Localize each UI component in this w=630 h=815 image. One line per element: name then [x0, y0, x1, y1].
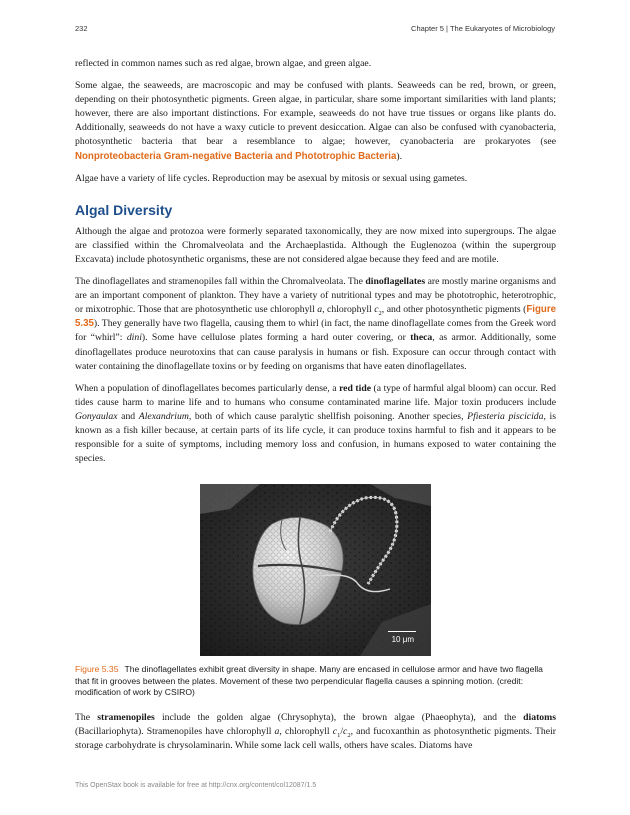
text-span: include the golden algae (Chrysophyta), the brown algae (Phaeophyta), and the: [154, 711, 524, 723]
italic-dini: dini: [126, 332, 142, 344]
term-dinoflagellates: dinoflagellates: [365, 276, 426, 288]
figure-caption: [75, 664, 556, 699]
species-pfiesteria: Pfiesteria piscicida: [467, 410, 544, 422]
subscript: 2: [378, 310, 382, 318]
text-span: Some algae, the seaweeds, are macroscopic and may be confused with plants. Seaweeds can be red, brown, or green, depending on their photosynthetic pigments. Green algae, in particular, share some important similarities with land plants; however, there are also important distinctions. For example, seaweeds do not have true tissues or organs like plants do. Additionally, seaweeds do not have a waxy cuticle to prevent desiccation. Algae can also be confused with cyanobacteria, photosynthetic bacteria that bear a resemblance to algae; however, cyanobacteria are prokaryotes (see: [75, 80, 556, 148]
subscript: 2: [347, 731, 351, 739]
chapter-title: Chapter 5 | The Eukaryotes of Microbiology: [411, 24, 555, 33]
section-heading-algal-diversity: Algal Diversity: [75, 201, 173, 218]
italic-c: c: [374, 304, 379, 316]
text-span: and: [117, 410, 139, 422]
text-span: /: [340, 725, 344, 737]
text-span: ). Some have cellulose plates forming a hard outer covering, or: [141, 332, 411, 344]
italic-c: c: [343, 725, 348, 737]
term-theca: theca: [410, 332, 433, 344]
term-stramenopiles: stramenopiles: [97, 711, 155, 723]
page-number: 232: [75, 24, 88, 33]
page-content: [75, 57, 556, 761]
text-span: ). They generally have two flagella, causing them to whirl (in fact, the name dinoflagellate comes from the Greek word for “whirl”:: [75, 318, 556, 344]
text-span: When a population of dinoflagellates becomes particularly dense, a: [75, 382, 340, 394]
text-span: are mostly marine organisms and are an important component of plankton. They have a variety of nutritional types and may be phototrophic, heterotrophic, or mixotrophic. Those that are photosynthetic use chlorophyll: [75, 276, 556, 316]
text-span: , and other photosynthetic pigments (: [381, 304, 527, 316]
text-span: The dinoflagellates and stramenopiles fall within the Chromalveolata. The: [75, 276, 366, 288]
paragraph-life-cycles: Algae have a variety of life cycles. Reproduction may be asexual by mitosis or sexual using gametes.: [75, 172, 468, 184]
italic-a: a: [317, 304, 323, 316]
figure-number: Figure 5.35: [75, 664, 119, 675]
text-span: ).: [396, 150, 403, 162]
dinoflagellate-micrograph: [200, 484, 431, 656]
paragraph-red-tide: [75, 382, 556, 467]
caption-text: The dinoflagellates exhibit great diversity in shape. Many are encased in cellulose armor and have two flagella that fit in grooves between the plates. Movement of these two perpendicular flagella causes a spinning motion. (credit: modification of work by CSIRO): [75, 664, 543, 698]
text-span: , chlorophyll: [322, 304, 375, 316]
link-figure-5-35[interactable]: Figure 5.35: [75, 304, 556, 330]
scale-label: 10 μm: [391, 635, 414, 645]
paragraph-seaweeds: [75, 79, 556, 164]
text-span: , both of which cause paralytic shellfish poisoning. Another species,: [188, 410, 468, 422]
text-span: , and fucoxanthin as photosynthetic pigments. Their storage carbohydrate is chrysolaminarin. While some lack cell walls, others have scales. Diatoms have: [75, 725, 556, 751]
scale-bar: [388, 631, 416, 633]
text-span: , chlorophyll: [279, 725, 333, 737]
text-span: The: [75, 711, 98, 723]
link-nonproteobacteria[interactable]: Nonproteobacteria Gram-negative Bacteria and Phototrophic Bacteria: [75, 150, 397, 162]
term-red-tide: red tide: [339, 382, 372, 394]
term-diatoms: diatoms: [523, 711, 556, 723]
species-gonyaulax: Gonyaulax: [75, 410, 118, 422]
page-footer: This OpenStax book is available for free at http://cnx.org/content/col12087/1.5: [75, 782, 317, 789]
species-alexandrium: Alexandrium: [138, 410, 189, 422]
subscript: 1: [337, 731, 341, 739]
text-span: , is known as a fish killer because, at certain parts of its life cycle, it can produce toxins harmful to fish and it appears to be responsible for a suite of symptoms, including memory loss and confusion, in humans exposed to water containing the species.: [75, 410, 556, 465]
italic-c: c: [332, 725, 338, 737]
text-span: (Bacillariophyta). Stramenopiles have chlorophyll: [75, 725, 275, 737]
italic-a: a: [274, 725, 280, 737]
paragraph-supergroups: Although the algae and protozoa were formerly separated taxonomically, they are now mixed into supergroups. The algae are classified within the Chromalveolata and the Archaeplastida. Although the Euglenozoa (within the supergroup Excavata) include photosynthetic organisms, these are not considered algae because they feed and are motile.: [75, 225, 556, 265]
text-span: , as armor. Additionally, some dinoflagellates produce neurotoxins that can cause paralysis in humans or fish. Exposure can occur through contact with water containing the dinoflagellate toxins or by feeding on organisms that have eaten dinoflagellates.: [75, 332, 557, 372]
paragraph-intro: reflected in common names such as red algae, brown algae, and green algae.: [75, 58, 372, 69]
text-span: (a type of harmful algal bloom) can occur. Red tides cause harm to marine life and to humans who consume contaminated marine life. Major toxin producers include: [75, 382, 556, 408]
paragraph-stramenopiles: [75, 711, 556, 753]
paragraph-dinoflagellates: [75, 275, 556, 374]
